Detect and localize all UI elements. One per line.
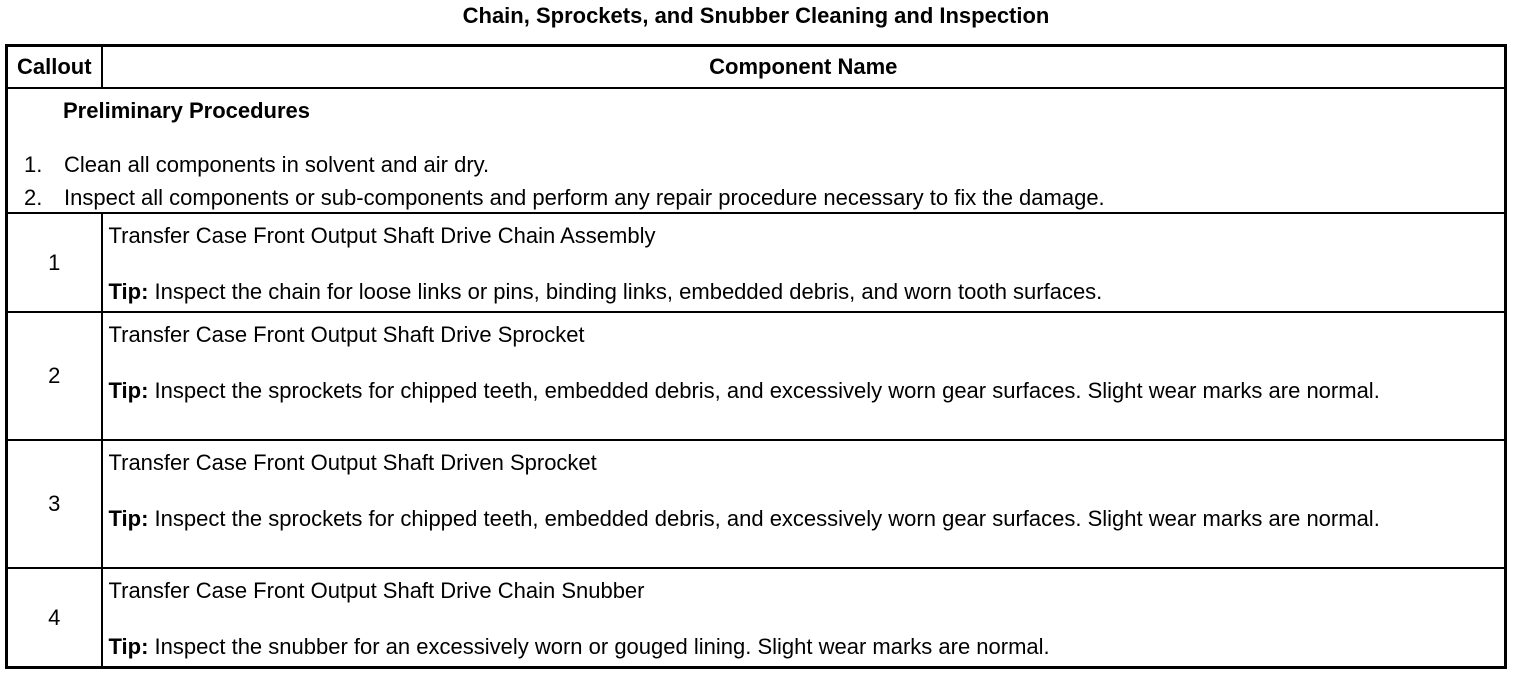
preliminary-steps-list [24, 151, 1105, 217]
table-row [7, 568, 1506, 668]
list-item [24, 184, 1105, 217]
tip-note [109, 377, 1499, 405]
preliminary-procedures-heading: Preliminary Procedures [63, 98, 311, 123]
tip-label: Tip: [108, 278, 149, 304]
tip-note [109, 505, 1499, 533]
component-name: Transfer Case Front Output Shaft Drive Chain Assembly [108, 223, 656, 248]
tip-label: Tip: [108, 505, 149, 531]
table-row [7, 440, 1506, 568]
component-name: Transfer Case Front Output Shaft Drive Sprocket [108, 322, 585, 347]
table-header-row [7, 46, 1506, 89]
component-cell [102, 568, 1506, 668]
tip-note [109, 278, 1499, 306]
document-title: Chain, Sprockets, and Snubber Cleaning and Inspection [462, 3, 1050, 28]
step-number: 1. [24, 152, 43, 177]
callout-column-header: Callout [7, 46, 102, 89]
step-text: Inspect all components or sub-components and perform any repair procedure necessary to fix the damage. [64, 185, 1105, 210]
component-cell [102, 312, 1506, 440]
step-number: 2. [24, 185, 43, 210]
tip-note [109, 633, 1499, 661]
step-text: Clean all components in solvent and air dry. [64, 152, 490, 177]
component-name-column-header: Component Name [102, 46, 1506, 89]
component-name: Transfer Case Front Output Shaft Driven Sprocket [108, 450, 597, 475]
tip-text: Inspect the snubber for an excessively worn or gouged lining. Slight wear marks are normal. [148, 633, 1050, 659]
tip-text: Inspect the chain for loose links or pins, binding links, embedded debris, and worn tooth surfaces. [148, 278, 1103, 304]
tip-text: Inspect the sprockets for chipped teeth, embedded debris, and excessively worn gear surfaces. Slight wear marks are normal. [148, 377, 1380, 403]
preliminary-procedures-row [7, 88, 1506, 213]
component-table [5, 44, 1507, 669]
tip-text: Inspect the sprockets for chipped teeth, embedded debris, and excessively worn gear surfaces. Slight wear marks are normal. [148, 505, 1380, 531]
tip-label: Tip: [108, 633, 149, 659]
callout-number: 4 [7, 568, 102, 668]
component-cell [102, 213, 1506, 312]
table-row [7, 312, 1506, 440]
tip-label: Tip: [108, 377, 149, 403]
preliminary-procedures-cell [7, 88, 1506, 213]
callout-number: 1 [7, 213, 102, 312]
component-cell [102, 440, 1506, 568]
table-row [7, 213, 1506, 312]
callout-number: 3 [7, 440, 102, 568]
component-name: Transfer Case Front Output Shaft Drive Chain Snubber [108, 578, 645, 603]
callout-number: 2 [7, 312, 102, 440]
list-item [24, 151, 1105, 184]
